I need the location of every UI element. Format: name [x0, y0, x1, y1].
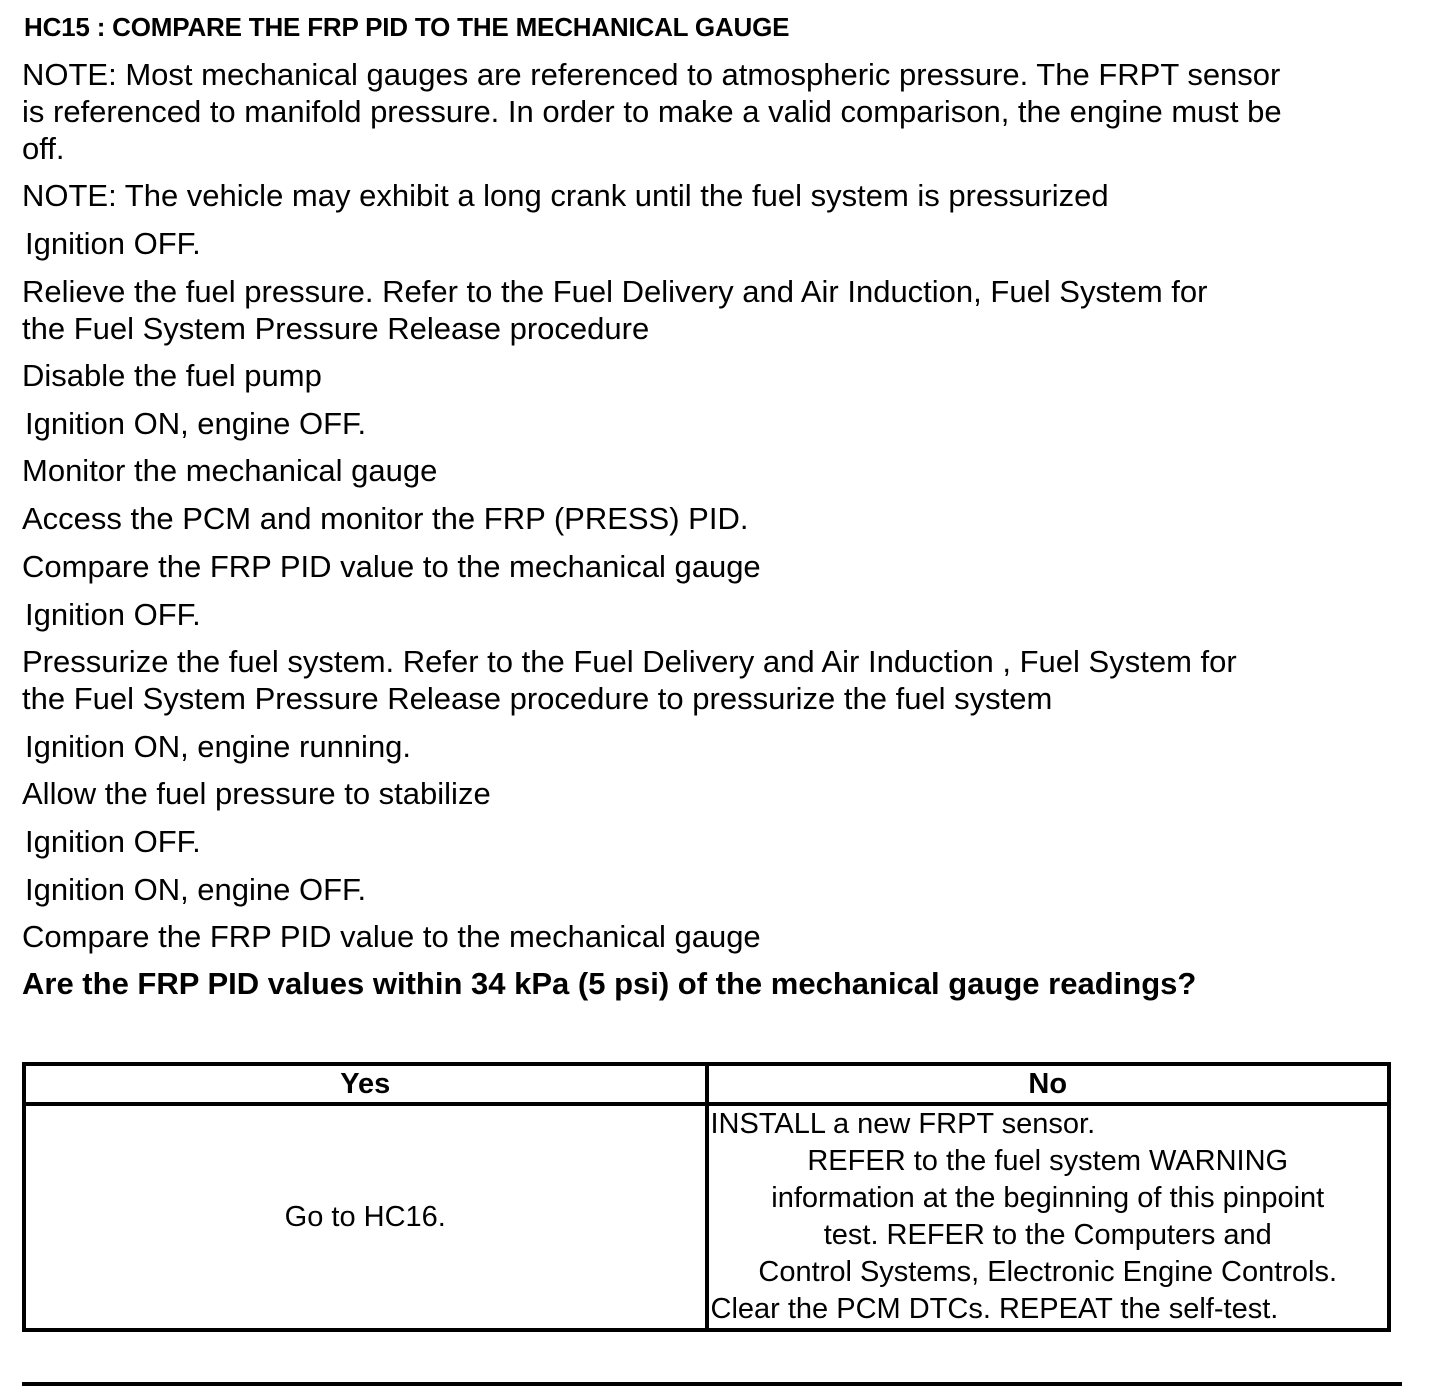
step-relieve-pressure-line-1: Relieve the fuel pressure. Refer to the Fuel Delivery and Air Induction, Fuel System for	[22, 274, 1208, 309]
no-action-line-4: test. REFER to the Computers and	[823, 1219, 1272, 1251]
no-action-line-3: information at the beginning of this pinpoint	[771, 1182, 1325, 1214]
no-action-line-5: Control Systems, Electronic Engine Controls.	[758, 1256, 1338, 1288]
no-column-header: No	[707, 1064, 1390, 1104]
no-action-line-6: Clear the PCM DTCs. REPEAT the self-test.	[710, 1293, 1279, 1325]
note-atmospheric-line-1: NOTE: Most mechanical gauges are referenced to atmospheric pressure. The FRPT sensor	[22, 57, 1281, 92]
note-long-crank: NOTE: The vehicle may exhibit a long crank until the fuel system is pressurized	[22, 178, 1109, 213]
result-table	[22, 1062, 1391, 1332]
step-ignition-on-engine-off-1: Ignition ON, engine OFF.	[25, 406, 367, 441]
step-ignition-off-3: Ignition OFF.	[25, 824, 201, 859]
step-disable-fuel-pump: Disable the fuel pump	[22, 358, 322, 393]
no-action-line-1: INSTALL a new FRPT sensor.	[710, 1108, 1096, 1140]
yes-column-header: Yes	[24, 1064, 707, 1104]
step-heading: HC15 : COMPARE THE FRP PID TO THE MECHANICAL GAUGE	[24, 12, 790, 42]
result-table-header-row	[24, 1064, 1389, 1104]
step-access-pcm: Access the PCM and monitor the FRP (PRESS) PID.	[22, 501, 749, 536]
step-allow-stabilize: Allow the fuel pressure to stabilize	[22, 776, 491, 811]
no-action-line-2: REFER to the fuel system WARNING	[807, 1145, 1289, 1177]
note-atmospheric-line-2: is referenced to manifold pressure. In order to make a valid comparison, the engine must be	[22, 94, 1282, 129]
step-compare-frp-2: Compare the FRP PID value to the mechanical gauge	[22, 919, 761, 954]
step-monitor-gauge: Monitor the mechanical gauge	[22, 453, 438, 488]
step-ignition-off-1: Ignition OFF.	[25, 226, 201, 261]
step-compare-frp-1: Compare the FRP PID value to the mechanical gauge	[22, 549, 761, 584]
step-pressurize-line-1: Pressurize the fuel system. Refer to the Fuel Delivery and Air Induction , Fuel System for	[22, 644, 1237, 679]
step-relieve-pressure-line-2: the Fuel System Pressure Release procedure	[22, 311, 650, 346]
no-action-cell	[707, 1104, 1390, 1330]
step-ignition-on-engine-running: Ignition ON, engine running.	[25, 729, 412, 764]
bottom-divider	[22, 1382, 1402, 1386]
result-table-row	[24, 1104, 1389, 1330]
yes-action-cell: Go to HC16.	[24, 1104, 707, 1330]
step-ignition-on-engine-off-2: Ignition ON, engine OFF.	[25, 872, 367, 907]
note-atmospheric-line-3: off.	[22, 131, 65, 166]
decision-question: Are the FRP PID values within 34 kPa (5 psi) of the mechanical gauge readings?	[22, 966, 1197, 1001]
step-ignition-off-2: Ignition OFF.	[25, 597, 201, 632]
step-pressurize-line-2: the Fuel System Pressure Release procedure to pressurize the fuel system	[22, 681, 1053, 716]
